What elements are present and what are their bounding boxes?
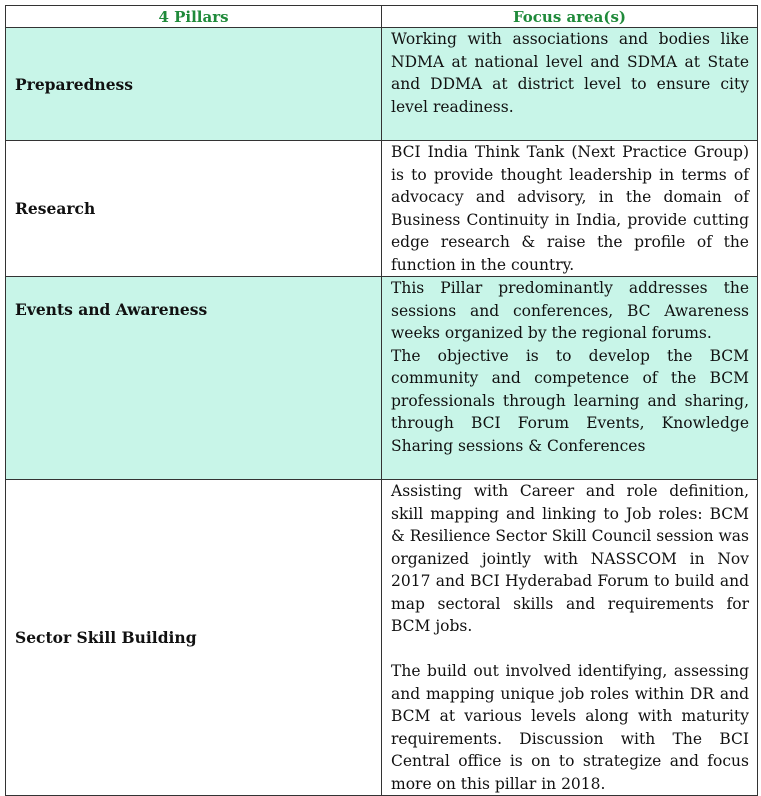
pillar-name: Events and Awareness [6,277,382,480]
focus-paragraph: This Pillar predominantly addresses the sessions and conferences, BC Awareness weeks organized by the regional forums. [391,279,749,342]
pillar-name: Sector Skill Building [6,480,382,796]
table-row [6,141,758,277]
pillar-name: Preparedness [6,28,382,141]
focus-paragraph: The objective is to develop the BCM community and competence of the BCM professionals through learning and sharing, through BCI Forum Events, Knowledge Sharing sessions & Conferences [391,346,749,455]
table-header-row [6,6,758,28]
table-row [6,480,758,796]
table-row [6,28,758,141]
focus-cell [382,28,758,141]
focus-paragraph: Assisting with Career and role definition, skill mapping and linking to Job roles: BCM & Resilience Sector Skill Council session was organized jointly with NASSCOM in Nov 2017 and BCI Hyderabad Forum to build and map sectoral skills and requirements for BCM jobs. [391,482,749,635]
pillars-table [5,5,758,796]
focus-cell [382,480,758,796]
focus-cell [382,141,758,277]
focus-paragraph: BCI India Think Tank (Next Practice Group) is to provide thought leadership in terms of advocacy and advisory, in the domain of Business Continuity in India, provide cutting edge research & raise the profile of the function in the country. [391,143,749,274]
focus-paragraph: The build out involved identifying, assessing and mapping unique job roles within DR and BCM at various levels along with maturity requirements. Discussion with The BCI Central office is on to strategize and focus more on this pillar in 2018. [391,662,749,793]
header-focus-areas: Focus area(s) [382,6,758,28]
focus-paragraph: Working with associations and bodies like NDMA at national level and SDMA at State and DDMA at district level to ensure city level readiness. [391,30,749,116]
focus-cell [382,277,758,480]
header-pillars: 4 Pillars [6,6,382,28]
pillar-name: Research [6,141,382,277]
table-row [6,277,758,480]
